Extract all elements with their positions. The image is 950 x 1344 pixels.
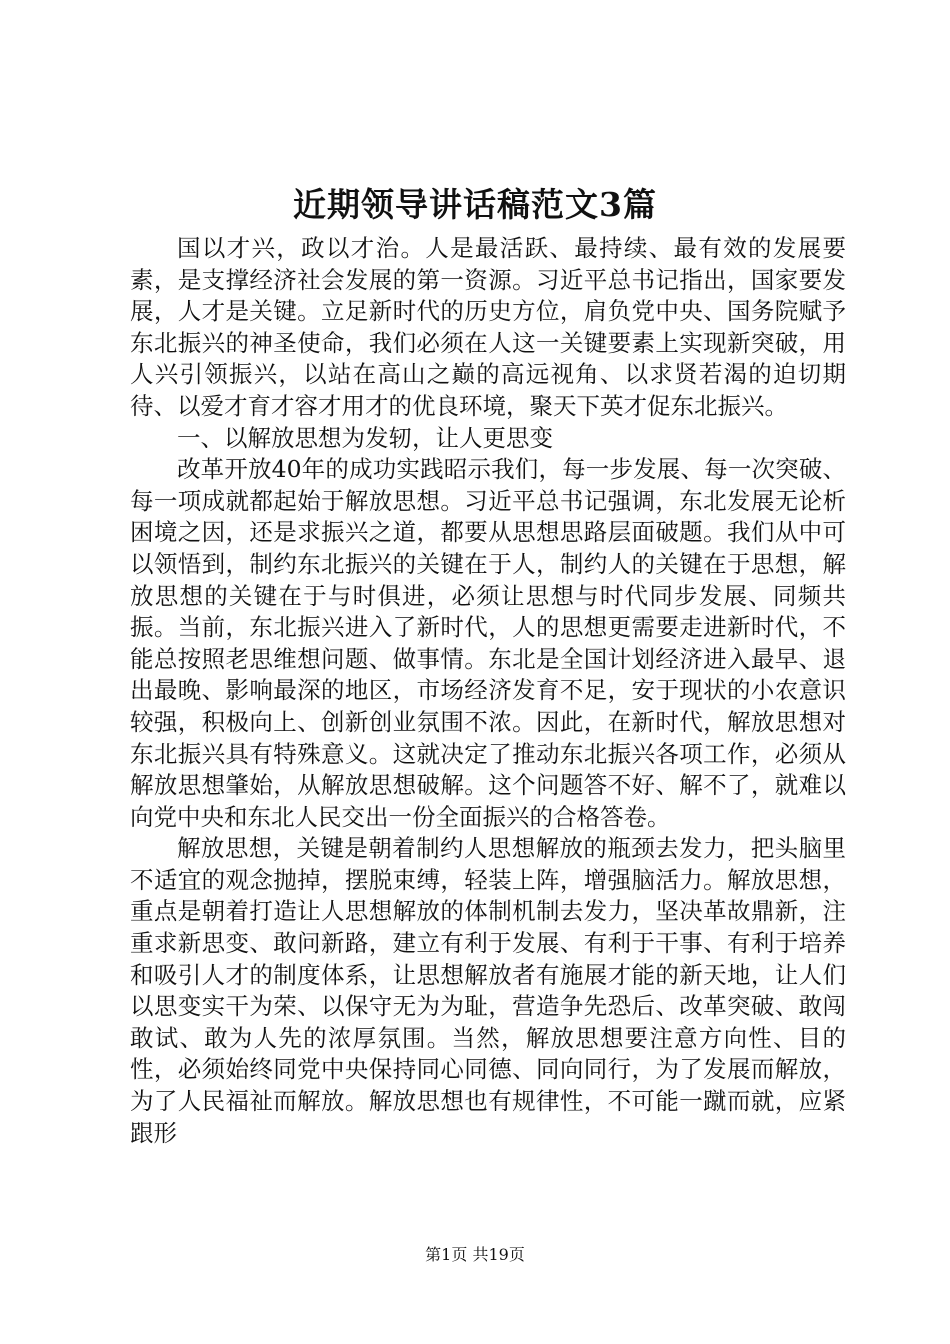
page-footer: [0, 1244, 950, 1266]
document-title: 近期领导讲话稿范文3篇: [293, 185, 657, 224]
page-total: 共19页: [472, 1245, 525, 1264]
page-number: 第1页: [425, 1245, 468, 1264]
paragraph-liberation: 解放思想，关键是朝着制约人思想解放的瓶颈去发力，把头脑里不适宜的观念抛掉，摆脱束缚，轻装上阵，增强脑活力。解放思想，重点是朝着打造让人思想解放的体制机制去发力，坚决革故鼎新，注重求新思变、敢问新路，建立有利于发展、有利于干事、有利于培养和吸引人才的制度体系，让思想解放者有施展才能的新天地，让人们以思变实干为荣、以保守无为为耻，营造争先恐后、改革突破、敢闯敢试、敢为人先的浓厚氛围。当然，解放思想要注意方向性、目的性，必须始终同党中央保持同心同德、同向同行，为了发展而解放，为了人民福祉而解放。解放思想也有规律性，不可能一蹴而就，应紧跟形: [130, 834, 846, 1147]
section-heading-1: 一、以解放思想为发轫，让人更思变: [177, 423, 553, 452]
paragraph-reform: 改革开放40年的成功实践昭示我们，每一步发展、每一次突破、每一项成就都起始于解放思想。习近平总书记强调，东北发展无论析困境之因，还是求振兴之道，都要从思想思路层面破题。我们从中可以领悟到，制约东北振兴的关键在于人，制约人的关键在于思想，解放思想的关键在于与时俱进，必须让思想与时代同步发展、同频共振。当前，东北振兴进入了新时代，人的思想更需要走进新时代，不能总按照老思维想问题、做事情。东北是全国计划经济进入最早、退出最晚、影响最深的地区，市场经济发育不足，安于现状的小农意识较强，积极向上、创新创业氛围不浓。因此，在新时代，解放思想对东北振兴具有特殊意义。这就决定了推动东北振兴各项工作，必须从解放思想肇始，从解放思想破解。这个问题答不好、解不了，就难以向党中央和东北人民交出一份全面振兴的合格答卷。: [130, 455, 846, 831]
paragraph-intro: 国以才兴，政以才治。人是最活跃、最持续、最有效的发展要素，是支撑经济社会发展的第一资源。习近平总书记指出，国家要发展，人才是关键。立足新时代的历史方位，肩负党中央、国务院赋予东北振兴的神圣使命，我们必须在人这一关键要素上实现新突破，用人兴引领振兴，以站在高山之巅的高远视角、以求贤若渴的迫切期待、以爱才育才容才用才的优良环境，聚天下英才促东北振兴。: [130, 234, 846, 420]
document-body: [130, 233, 846, 1149]
